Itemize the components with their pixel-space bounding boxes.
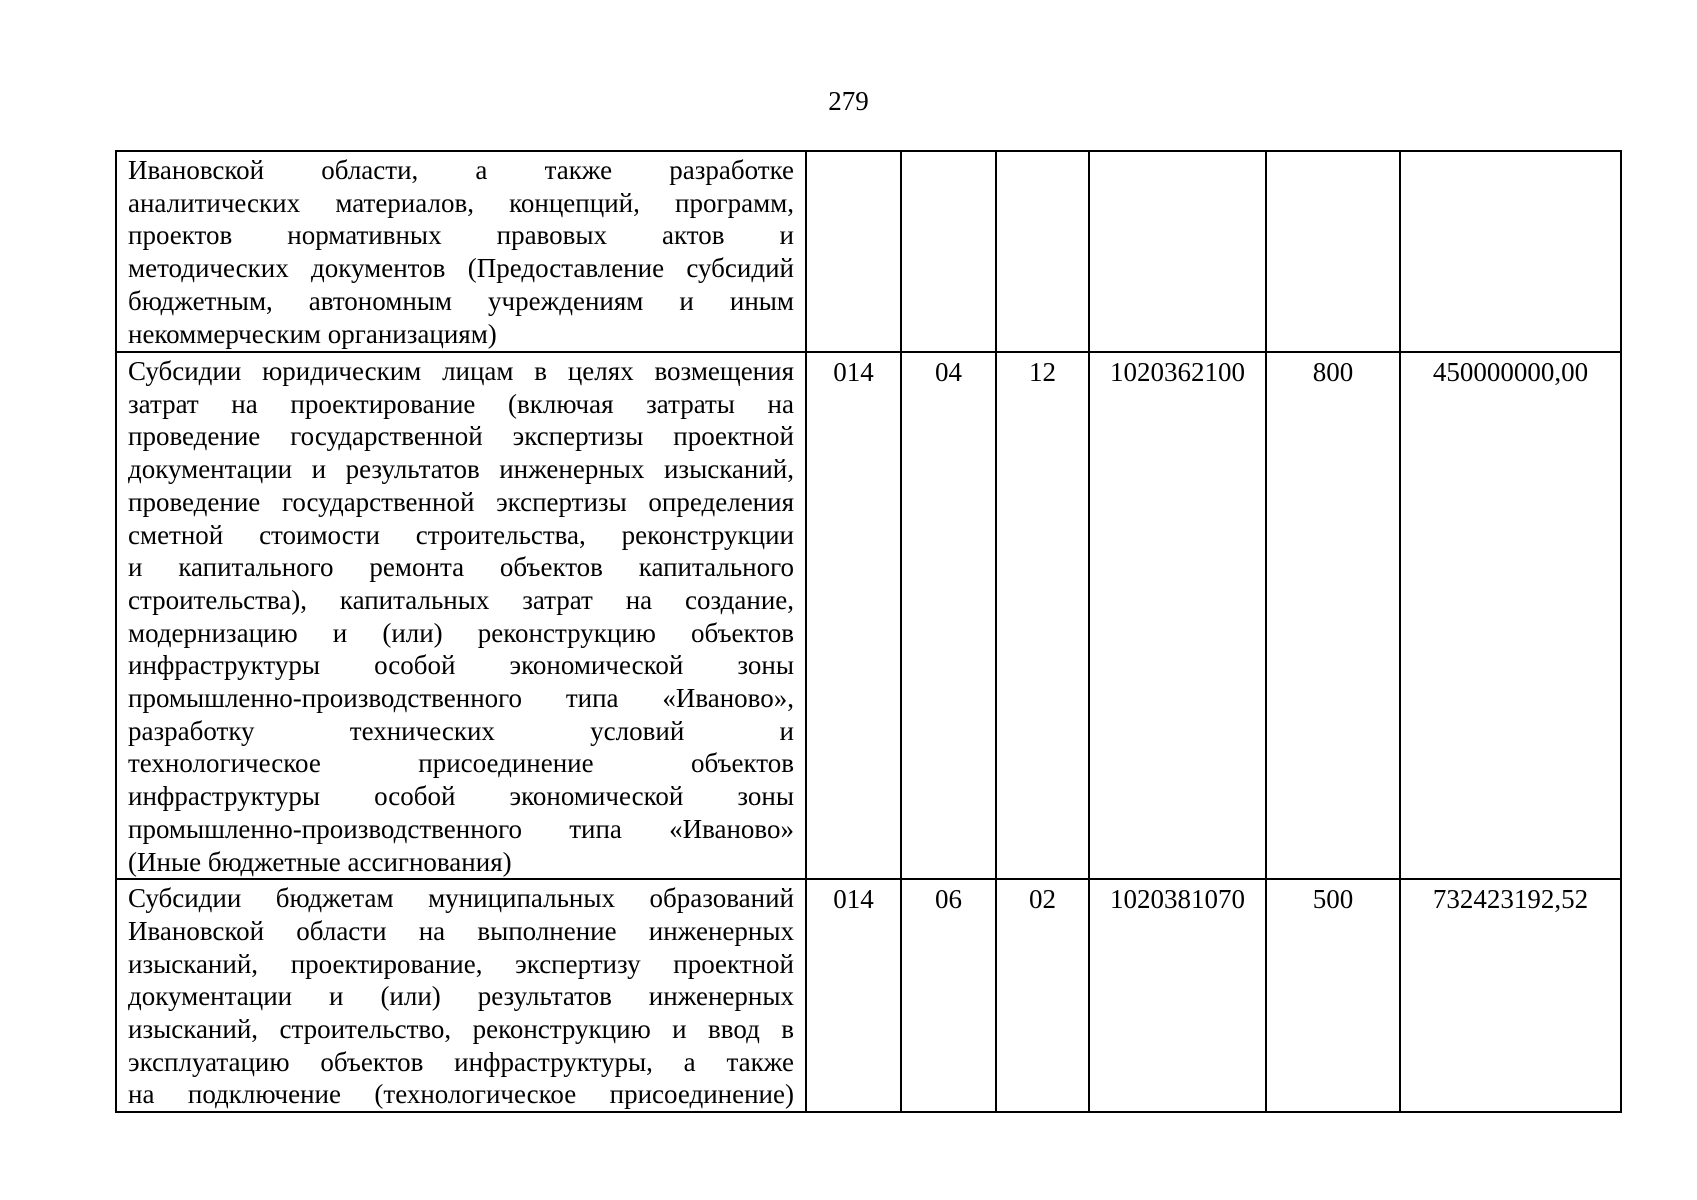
section-code-cell [901, 151, 996, 352]
target-article-cell: 1020362100 [1089, 352, 1266, 879]
description-line: (Иные бюджетные ассигнования) [128, 846, 512, 877]
description-line: сметной стоимости строительства, реконструкции [128, 519, 794, 550]
amount-cell [1400, 151, 1621, 352]
section-code-cell: 06 [901, 879, 996, 1112]
amount-cell: 732423192,52 [1400, 879, 1621, 1112]
description-line: промышленно-производственного типа «Иваново», [128, 683, 794, 714]
expense-type-cell [1266, 151, 1400, 352]
table-row [116, 879, 1621, 1112]
description-line: методических документов (Предоставление субсидий [128, 253, 794, 284]
section-code-cell: 04 [901, 352, 996, 879]
description-line: эксплуатацию объектов инфраструктуры, а также [128, 1046, 794, 1077]
description-line: строительства), капитальных затрат на создание, [128, 584, 794, 615]
description-cell [116, 352, 806, 879]
target-article-cell: 1020381070 [1089, 879, 1266, 1112]
description-line: Ивановской области на выполнение инженерных [128, 915, 794, 946]
subsection-code-cell: 02 [996, 879, 1089, 1112]
description-line: изысканий, строительство, реконструкцию и ввод в [128, 1014, 794, 1045]
description-line: Субсидии юридическим лицам в целях возмещения [128, 356, 794, 386]
description-line: проведение государственной экспертизы определения [128, 486, 794, 517]
description-line: инфраструктуры особой экономической зоны [128, 650, 794, 681]
description-cell [116, 879, 806, 1112]
description-line: на подключение (технологическое присоединение) [128, 1079, 794, 1110]
budget-table [115, 150, 1622, 1113]
description-line: модернизацию и (или) реконструкцию объектов [128, 617, 794, 648]
subsection-code-cell: 12 [996, 352, 1089, 879]
description-line: затрат на проектирование (включая затраты на [128, 388, 794, 419]
description-line: документации и (или) результатов инженерных [128, 981, 794, 1012]
description-line: Субсидии бюджетам муниципальных образований [128, 883, 794, 914]
description-cell [116, 151, 806, 352]
description-line: некоммерческим организациям) [128, 318, 497, 349]
description-line: документации и результатов инженерных изысканий, [128, 454, 794, 485]
description-line: Ивановской области, а также разработке [128, 155, 794, 185]
description-line: инфраструктуры особой экономической зоны [128, 781, 794, 812]
target-article-cell [1089, 151, 1266, 352]
description-line: и капитального ремонта объектов капитального [128, 552, 794, 583]
expense-type-cell: 500 [1266, 879, 1400, 1112]
amount-cell: 450000000,00 [1400, 352, 1621, 879]
subsection-code-cell [996, 151, 1089, 352]
page-number: 279 [828, 86, 869, 116]
description-line: разработку технических условий и [128, 715, 794, 746]
description-line: проведение государственной экспертизы проектной [128, 421, 794, 452]
description-line: технологическое присоединение объектов [128, 748, 794, 779]
expense-type-cell: 800 [1266, 352, 1400, 879]
description-line: бюджетным, автономным учреждениям и иным [128, 285, 794, 316]
description-line: изысканий, проектирование, экспертизу проектной [128, 948, 794, 979]
ministry-code-cell: 014 [806, 879, 901, 1112]
description-line: промышленно-производственного типа «Иваново» [128, 813, 794, 844]
ministry-code-cell: 014 [806, 352, 901, 879]
table-row [116, 151, 1621, 352]
ministry-code-cell [806, 151, 901, 352]
description-line: проектов нормативных правовых актов и [128, 220, 794, 251]
table-row [116, 352, 1621, 879]
description-line: аналитических материалов, концепций, программ, [128, 187, 794, 218]
